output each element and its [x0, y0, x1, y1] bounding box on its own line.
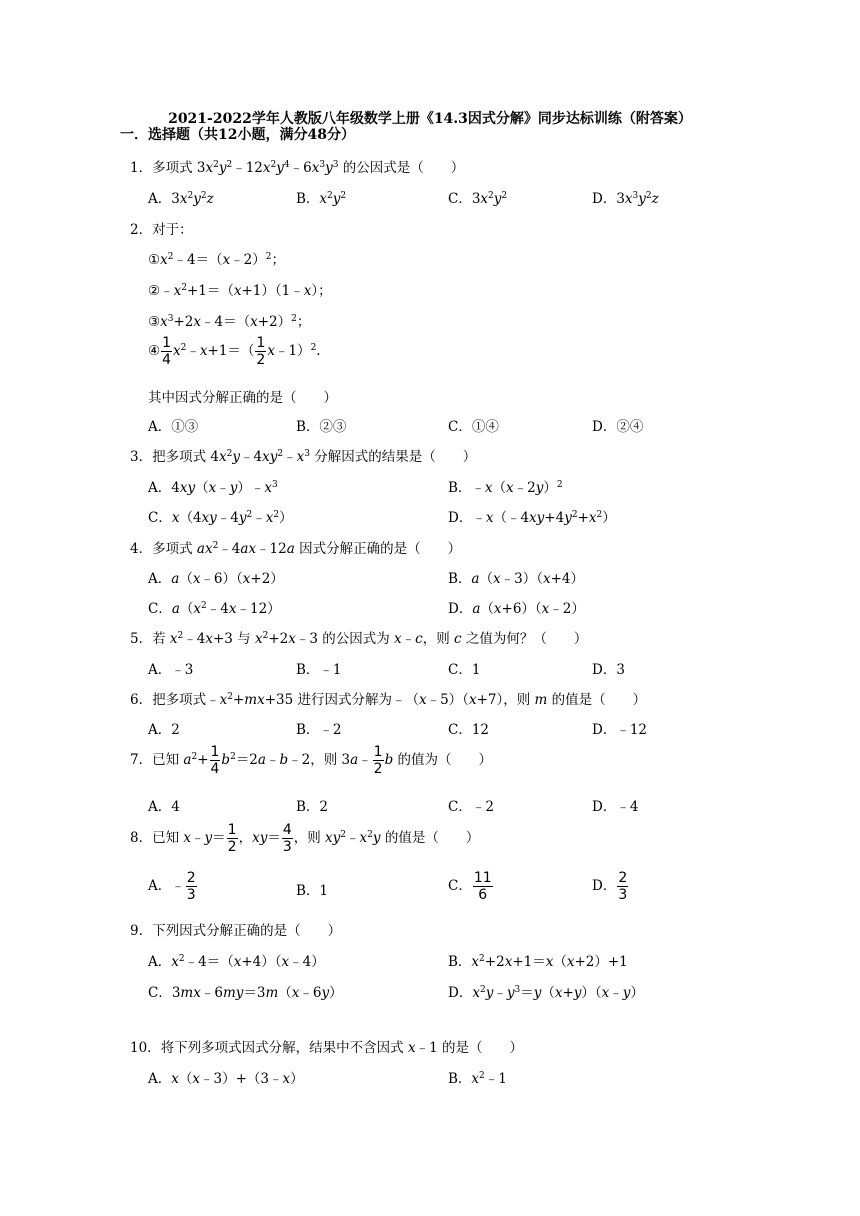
q7-option-b[interactable]: B．2: [296, 799, 329, 815]
q8-option-d[interactable]: D． $\frac{2}{3}$: [592, 870, 628, 903]
q2-option-c[interactable]: C．①④: [448, 419, 499, 435]
q2-item-2: $②﹣x^2+1=(x+1)(1﹣x)$；: [148, 283, 332, 299]
q1-option-c[interactable]: C．$3x^2y^2$: [448, 191, 508, 207]
q9-option-a[interactable]: A．$x^2﹣4=(x+4)(x﹣4)$: [148, 954, 325, 970]
q2-item-4: ④ $\frac{1}{4}$ $x^2﹣x+1=$（ $\frac{1}{2}$ x﹣1）$^2$.: [148, 335, 321, 368]
q8-option-c[interactable]: C． $\frac{11}{6}$: [448, 870, 492, 903]
q3-option-c[interactable]: C．$x(4xy﹣4y^2﹣x^2)$: [148, 510, 293, 526]
q2-option-d[interactable]: D．②④: [592, 419, 644, 435]
q8-option-a[interactable]: A．﹣ $\frac{2}{3}$: [148, 870, 196, 903]
q2-ask: 其中因式分解正确的是（ ）: [148, 390, 337, 406]
q2-item-3: $③x^3+2x﹣4=(x+2)^2$；: [148, 314, 311, 330]
question-6: 6．把多项式$﹣x^2+mx+35$ 进行因式分解为﹣（x﹣5）（x+7），则 m 的值是（ ）: [130, 692, 647, 708]
q9-option-d[interactable]: D．$x^2y﹣y^3=y(x+y)(x﹣y)$: [448, 985, 644, 1001]
q9-option-b[interactable]: B．$x^2+2x+1=x(x+2)+1$: [448, 954, 628, 970]
question-9: 9．下列因式分解正确的是（ ）: [130, 923, 342, 939]
question-7: 7．已知 $a^2+$ $\frac{1}{4}$ $b^2=2a﹣b﹣2$，则 3a﹣ $\frac{1}{2}$ b 的值为（ ）: [130, 744, 493, 777]
q6-option-d[interactable]: D．﹣12: [592, 722, 648, 738]
question-2: 2．对于：: [130, 222, 193, 238]
q6-option-c[interactable]: C．12: [448, 722, 490, 738]
q10-option-b[interactable]: B．$x^2﹣1$: [448, 1071, 507, 1087]
q1-option-b[interactable]: B．$x^2y^2$: [296, 191, 347, 207]
section-heading: 一．选择题（共12小题，满分48分）: [120, 127, 355, 143]
q6-option-a[interactable]: A．2: [148, 722, 180, 738]
q2-item-1: $①x^2﹣4=(x﹣2)^2$；: [148, 252, 286, 268]
q6-option-b[interactable]: B．﹣2: [296, 722, 342, 738]
q5-option-c[interactable]: C．1: [448, 662, 481, 678]
q7-option-c[interactable]: C．﹣2: [448, 799, 494, 815]
q4-option-d[interactable]: D．a（x+6）（x﹣2）: [448, 601, 585, 617]
q1-option-d[interactable]: D．$3x^3y^2z$: [592, 191, 659, 207]
question-8: 8．已知 x﹣y＝ $\frac{1}{2}$ ，xy＝ $\frac{4}{3}$ ，则 $xy^2﹣x^2y$ 的值是（ ）: [130, 822, 480, 855]
q8-option-b[interactable]: B．1: [296, 883, 329, 899]
question-5: 5．若 $x^2﹣4x+3$ 与 $x^2+2x﹣3$ 的公因式为 x﹣c，则 c 之值为何？（ ）: [130, 631, 588, 647]
q4-option-a[interactable]: A．a（x﹣6）（x+2）: [148, 571, 284, 587]
q4-option-c[interactable]: C．$a(x^2﹣4x﹣12)$: [148, 601, 281, 617]
q1-option-a[interactable]: A．$3x^2y^2z$: [148, 191, 214, 207]
q9-option-c[interactable]: C．3mx﹣6my＝3m（x﹣6y）: [148, 985, 343, 1001]
document-title: 2021-2022学年人教版八年级数学上册《14.3因式分解》同步达标训练（附答案）: [168, 111, 692, 127]
q7-option-d[interactable]: D．﹣4: [592, 799, 639, 815]
question-3: 3．把多项式 $4x^2y﹣4xy^2﹣x^3$ 分解因式的结果是（ ）: [130, 449, 477, 465]
q5-option-b[interactable]: B．﹣1: [296, 662, 342, 678]
question-10: 10．将下列多项式因式分解，结果中不含因式 x﹣1 的是（ ）: [130, 1040, 523, 1056]
q10-option-a[interactable]: A．x（x﹣3）+（3﹣x）: [148, 1071, 304, 1087]
question-1: 1．多项式 $3x^2y^2﹣12x^2y^4﹣6x^3y^3$ 的公因式是（ ）: [130, 160, 465, 176]
q2-option-b[interactable]: B．②③: [296, 419, 347, 435]
q2-option-a[interactable]: A．①③: [148, 419, 199, 435]
question-4: 4．多项式 $ax^2﹣4ax﹣12a$ 因式分解正确的是（ ）: [130, 541, 462, 557]
q3-option-b[interactable]: B．﹣x（x﹣2y）$^2$: [448, 480, 563, 496]
q4-option-b[interactable]: B．a（x﹣3）（x+4）: [448, 571, 584, 587]
q3-option-a[interactable]: A．$4xy(x﹣y)﹣x^3$: [148, 480, 278, 496]
q5-option-a[interactable]: A．﹣3: [148, 662, 194, 678]
q7-option-a[interactable]: A．4: [148, 799, 180, 815]
q5-option-d[interactable]: D．3: [592, 662, 625, 678]
q3-option-d[interactable]: D．$﹣x(﹣4xy+4y^2+x^2)$: [448, 510, 616, 526]
